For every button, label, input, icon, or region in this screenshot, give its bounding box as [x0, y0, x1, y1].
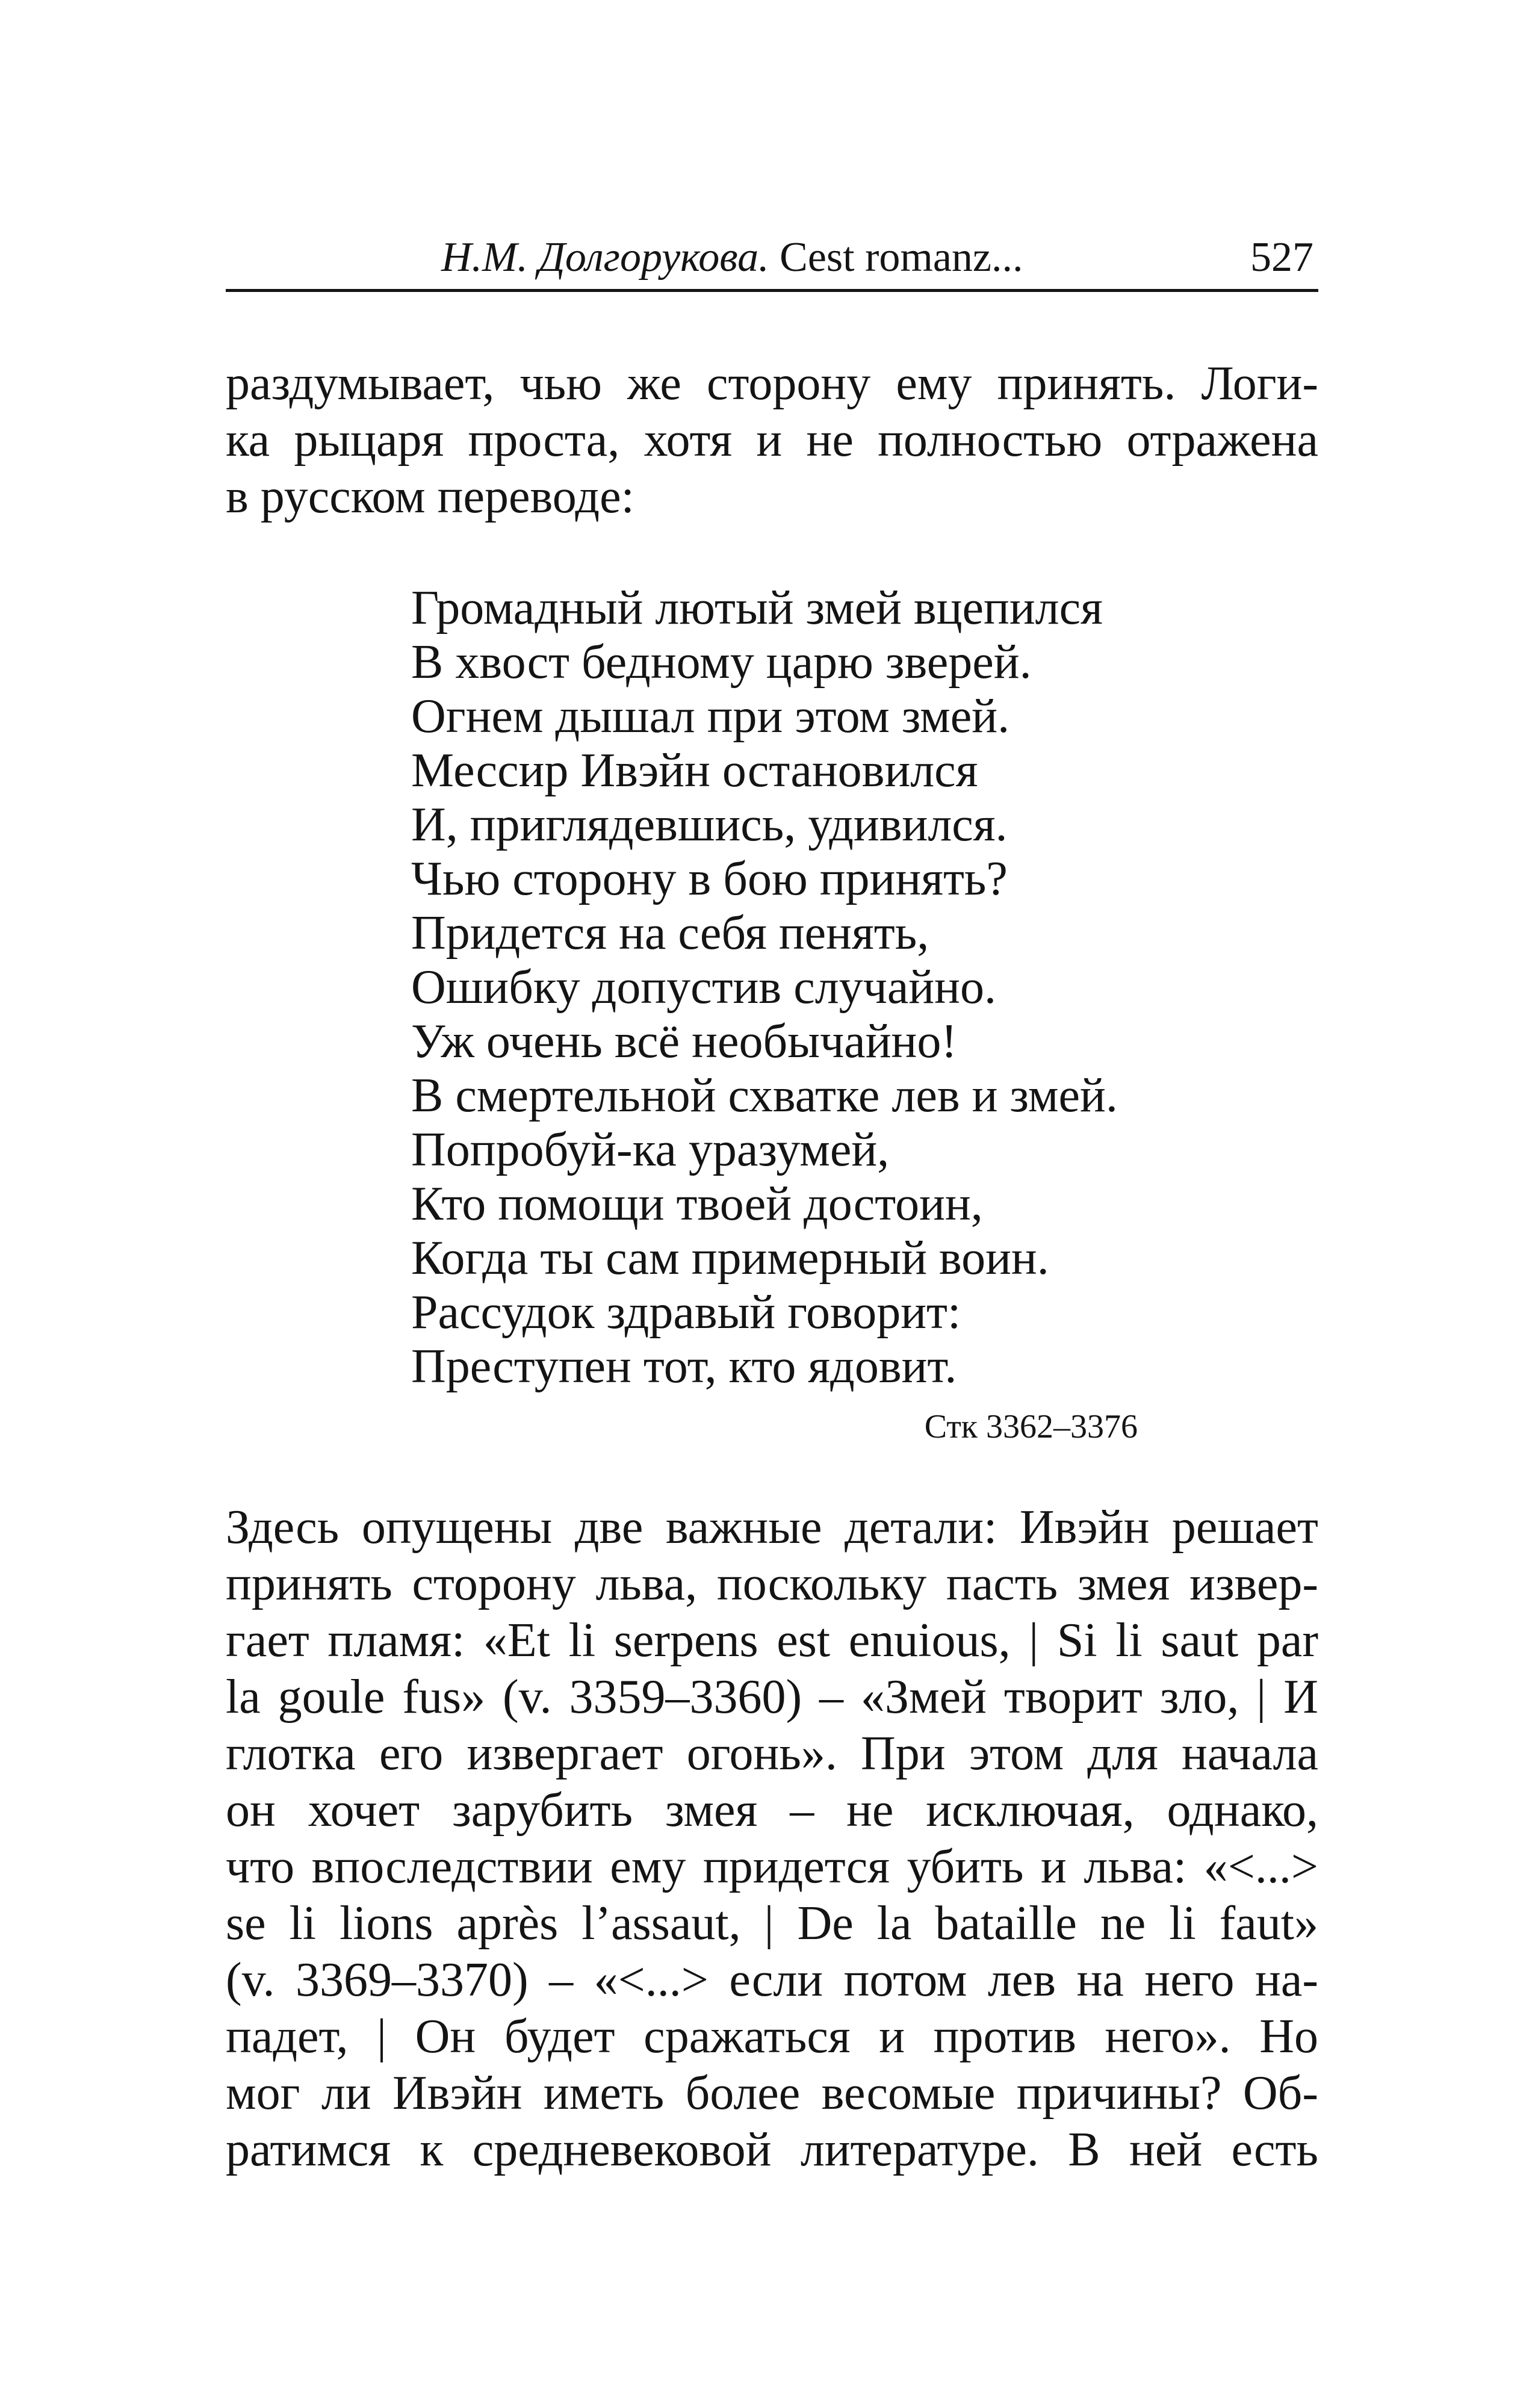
- main-paragraph: [226, 1499, 1318, 2178]
- header-author: Н.М. Долгорукова.: [441, 234, 769, 281]
- text-line: что впоследствии ему придется убить и льва: «<...>: [226, 1840, 1318, 1893]
- verse-line: Преступен тот, кто ядовит.: [411, 1340, 957, 1393]
- page-number: 527: [1250, 234, 1313, 281]
- verse-line: Чью сторону в бою принять?: [411, 852, 1008, 905]
- verse-line: Кто помощи твоей достоин,: [411, 1178, 983, 1230]
- text-line: падет, | Он будет сражаться и против него». Но: [226, 2010, 1318, 2063]
- text-line: он хочет зарубить змея – не исключая, однако,: [226, 1784, 1318, 1837]
- text-line: (v. 3369–3370) – «<...> если потом лев на него на-: [226, 1953, 1318, 2006]
- text-line: раздумывает, чью же сторону ему принять. Логи-: [226, 357, 1318, 410]
- verse-line: Громадный лютый змей вцепился: [411, 582, 1103, 635]
- verse-line: Огнем дышал при этом змей.: [411, 690, 1010, 743]
- text-line: se li lions après l’assaut, | De la bataille ne li faut»: [226, 1897, 1318, 1950]
- verse-line: Когда ты сам примерный воин.: [411, 1232, 1049, 1285]
- poem-citation: Стк 3362–3376: [924, 1408, 1138, 1445]
- verse-line: В хвост бедному царю зверей.: [411, 636, 1032, 689]
- verse-line: Придется на себя пенять,: [411, 907, 929, 960]
- verse-line: И, приглядевшись, удивился.: [411, 798, 1008, 851]
- header-title: Cest romanz...: [780, 234, 1023, 281]
- poem-quote: [411, 581, 1194, 1394]
- text-line: в русском переводе:: [226, 470, 634, 523]
- verse-line: Ошибку допустив случайно.: [411, 961, 996, 1014]
- verse-line: Попробуй-ка уразумей,: [411, 1123, 890, 1176]
- text-line: мог ли Ивэйн иметь более весомые причины? Об-: [226, 2067, 1318, 2120]
- intro-paragraph: [226, 355, 1318, 525]
- verse-line: Мессир Ивэйн остановился: [411, 744, 978, 797]
- text-line: гает пламя: «Et li serpens est enuious, | Si li saut par: [226, 1614, 1318, 1667]
- text-line: глотка его извергает огонь». При этом для начала: [226, 1727, 1318, 1780]
- header-rule: [226, 289, 1318, 292]
- text-line: ка рыцаря проста, хотя и не полностью отражена: [226, 414, 1318, 467]
- verse-line: Уж очень всё необычайно!: [411, 1015, 957, 1068]
- text-line: принять сторону льва, поскольку пасть змея извер-: [226, 1557, 1318, 1610]
- verse-line: Рассудок здравый говорит:: [411, 1286, 961, 1339]
- running-header: [226, 228, 1318, 288]
- verse-line: В смертельной схватке лев и змей.: [411, 1069, 1118, 1122]
- text-line: la goule fus» (v. 3359–3360) – «Змей творит зло, | И: [226, 1671, 1318, 1724]
- text-line: Здесь опущены две важные детали: Ивэйн решает: [226, 1501, 1318, 1554]
- text-line: ратимся к средневековой литературе. В ней есть: [226, 2123, 1318, 2176]
- running-title: [441, 228, 1023, 288]
